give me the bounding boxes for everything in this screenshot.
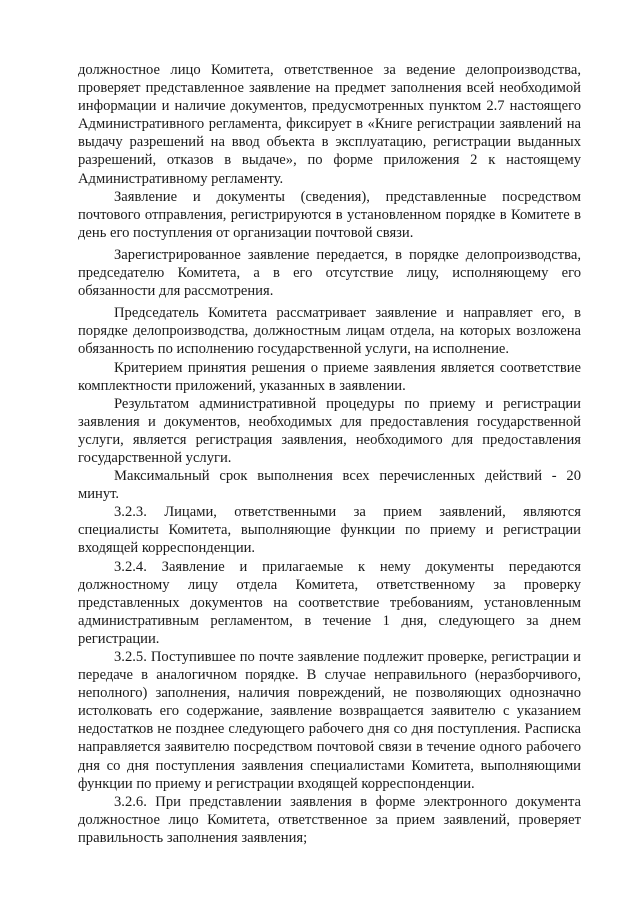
paragraph-6: Результатом административной процедуры по приему и регистрации заявления и документов, необходимых для предоставления государственной услуги, является регистрация заявления, необходимого для предоставления государственной услуги. — [78, 395, 581, 466]
paragraph-8: 3.2.3. Лицами, ответственными за прием заявлений, являются специалисты Комитета, выполняющие функции по приему и регистрации входящей корреспонденции. — [78, 504, 581, 557]
document-body — [78, 61, 581, 847]
paragraph-11: 3.2.6. При представлении заявления в форме электронного документа должностное лицо Комитета, ответственное за прием заявлений, проверяет правильность заполнения заявления; — [78, 793, 581, 846]
paragraph-4: Председатель Комитета рассматривает заявление и направляет его, в порядке делопроизводства, должностным лицам отдела, на которых возложена обязанность по исполнению государственной услуги, на исполнение. — [78, 305, 581, 358]
paragraph-2: Заявление и документы (сведения), представленные посредством почтового отправления, регистрируются в установленном порядке в Комитете в день его поступления от организации почтовой связи. — [78, 188, 581, 241]
paragraph-5: Критерием принятия решения о приеме заявления является соответствие комплектности приложений, указанных в заявлении. — [78, 359, 581, 394]
paragraph-3: Зарегистрированное заявление передается, в порядке делопроизводства, председателю Комитета, а в его отсутствие лицу, исполняющему его обязанности для рассмотрения. — [78, 246, 581, 300]
paragraph-7: Максимальный срок выполнения всех перечисленных действий - 20 минут. — [78, 468, 581, 503]
paragraph-1: должностное лицо Комитета, ответственное за ведение делопроизводства, проверяет представленное заявление на предмет заполнения всей необходимой информации и наличие документов, предусмотренных пунктом 2.7 настоящего Административного регламента, фиксирует в «Книге регистрации заявлений на выдачу разрешений на ввод объекта в эксплуатацию, регистрации выданных разрешений, отказов в выдаче», по форме приложения 2 к настоящему Административному регламенту. — [78, 62, 581, 187]
paragraph-10: 3.2.5. Поступившее по почте заявление подлежит проверке, регистрации и передаче в аналогичном порядке. В случае неправильного (неразборчивого, неполного) заполнения, наличия повреждений, не позволяющих однозначно истолковать его содержание, заявление возвращается заявителю с указанием недостатков не позднее следующего рабочего дня со дня поступления. Расписка направляется заявителю посредством почтовой связи в течение одного рабочего дня со дня поступления заявления специалистами Комитета, выполняющими функции по приему и регистрации входящей корреспонденции. — [78, 649, 581, 792]
paragraph-9: 3.2.4. Заявление и прилагаемые к нему документы передаются должностному лицу отдела Комитета, ответственному за проверку представленных документов на соответствие требованиям, установленным административным регламентом, в течение 1 дня, следующего за днем регистрации. — [78, 558, 581, 647]
